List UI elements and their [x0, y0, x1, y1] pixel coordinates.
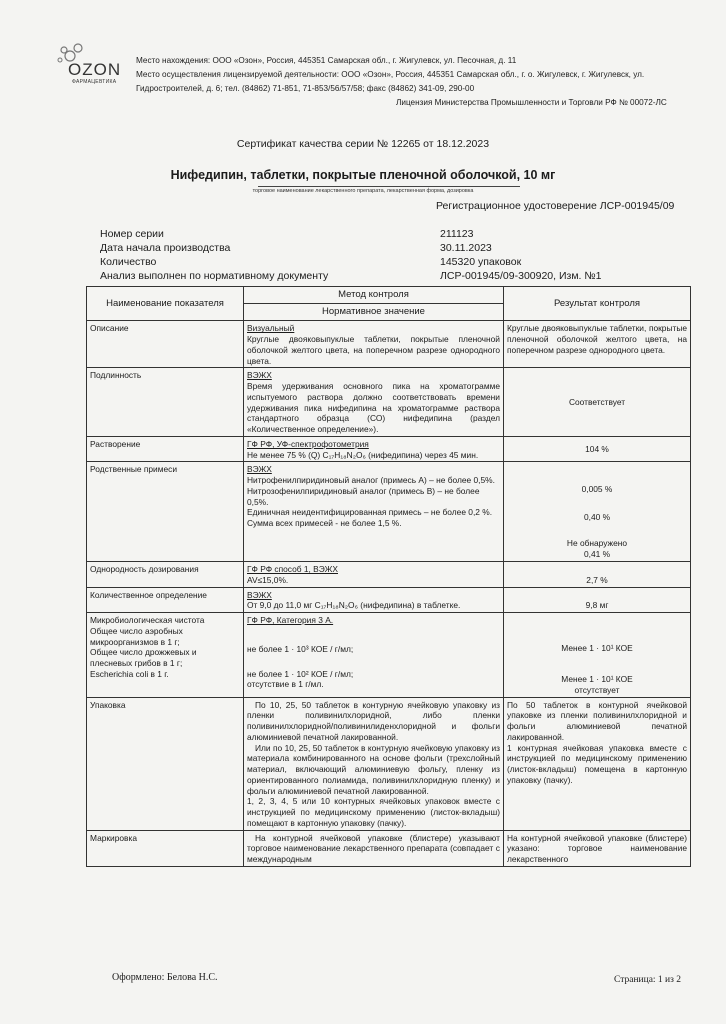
result-packaging-1: По 50 таблеток в контурной ячейковой упаковке из пленки поливинилхлоридной и фольги алюминиевой печатной лакированной. [507, 699, 687, 742]
result-impurity-single: Не обнаружено [566, 538, 628, 549]
norm-marking: На контурной ячейковой упаковке (блистере) указывают торговое наименование лекарственного препарата (совпадает с международным [244, 830, 504, 866]
row-norm-packaging [244, 697, 504, 830]
registration-number: Регистрационное удостоверение ЛСР-001945/09 [436, 200, 675, 212]
row-norm-micro [244, 613, 504, 698]
row-name-marking: Маркировка [87, 830, 244, 866]
method-assay: ВЭЖХ [247, 589, 272, 600]
norm-micro-aerobic: не более 1 · 10³ КОЕ / г/мл; [247, 643, 354, 654]
table-row [87, 697, 691, 830]
norm-impurity-b: Нитрозофенилпиридиновый аналог (примесь В) – не более 0,5%. [247, 485, 480, 507]
method-identity: ВЭЖХ [247, 370, 272, 381]
norm-packaging-2: Или по 10, 25, 50 таблеток в контурную ячейковую упаковку из материала комбинированного на основе фольги (трехслойный материал, включающий алюминиевую фольгу, пленку из ориентированного полиамида, поливинилхлоридную пленку) и фольги алюминиевой печатной лакированной. [247, 742, 500, 796]
method-uniformity: ГФ РФ способ 1, ВЭЖХ [247, 564, 338, 575]
product-name: Нифедипин, таблетки, покрытые пленочной оболочкой, 10 мг [170, 168, 556, 182]
method-dissolution: ГФ РФ, УФ-спектрофотометрия [247, 438, 369, 449]
meta-label-production-date: Дата начала производства [100, 242, 231, 254]
meta-value-normative-doc: ЛСР-001945/09-300920, Изм. №1 [440, 270, 602, 282]
table-row [87, 321, 691, 368]
result-assay: 9,8 мг [504, 587, 691, 613]
quality-table [86, 286, 691, 867]
norm-micro-yeast: не более 1 · 10² КОЕ / г/мл; [247, 668, 354, 679]
norm-uniformity: AV≤15,0%. [247, 574, 289, 585]
result-micro-yeast: Менее 1 · 10¹ КОЕ [561, 674, 633, 685]
header-address-line-2: Место осуществления лицензируемой деятельности: ООО «Озон», Россия, 445351 Самарская обл., г. о. Жигулевск, г. Жигулевск, ул. [136, 70, 645, 79]
norm-packaging-3: 1, 2, 3, 4, 5 или 10 контурных ячейковых упаковок вместе с инструкцией по медицинскому применению (листок-вкладыш) помещают в картонную упаковку (пачку). [247, 796, 500, 828]
result-micro [504, 613, 691, 698]
header-method [244, 287, 504, 321]
method-micro: ГФ РФ, Категория 3 А. [247, 615, 334, 626]
result-impurity-a: 0,005 % [581, 484, 613, 495]
header-indicator: Наименование показателя [87, 287, 244, 321]
header-address-line-3: Гидростроителей, д. 6; тел. (84862) 71-851, 71-853/56/57/58; факс (84862) 341-09, 290-00 [136, 84, 475, 93]
table-row [87, 830, 691, 866]
result-impurities [504, 462, 691, 562]
row-name-impurities: Родственные примеси [87, 462, 244, 562]
norm-assay: От 9,0 до 11,0 мг C₁₇H₁₈N₂O₆ (нифедипина) в таблетке. [247, 600, 461, 611]
micro-sub-aerobic: Общее число аэробных микроорганизмов в 1 г; [90, 625, 183, 647]
header-result: Результат контроля [504, 287, 691, 321]
result-micro-aerobic: Менее 1 · 10¹ КОЕ [561, 643, 633, 654]
row-norm-uniformity [244, 562, 504, 588]
license-line: Лицензия Министерства Промышленности и Торговли РФ № 00072-ЛС [396, 98, 667, 107]
row-norm-identity [244, 368, 504, 437]
product-caption: торговое наименование лекарственного препарата, лекарственная форма, дозировка [252, 188, 474, 194]
norm-impurity-total: Сумма всех примесей - не более 1,5 %. [247, 518, 402, 529]
row-name-packaging: Упаковка [87, 697, 244, 830]
row-name-assay: Количественное определение [87, 587, 244, 613]
table-row [87, 562, 691, 588]
result-identity: Соответствует [504, 368, 691, 437]
result-impurity-total: 0,41 % [583, 549, 611, 560]
meta-label-batch: Номер серии [100, 228, 164, 240]
row-name-description: Описание [87, 321, 244, 368]
micro-sub-yeast: Общее число дрожжевых и плесневых грибов в 1 г; [90, 647, 197, 669]
header-address-line-1: Место нахождения: ООО «Озон», Россия, 445351 Самарская обл., г. Жигулевск, ул. Песочная, д. 11 [136, 56, 517, 65]
result-impurity-b: 0,40 % [583, 512, 611, 523]
meta-value-batch: 211123 [440, 228, 474, 240]
row-result-packaging [504, 697, 691, 830]
table-row [87, 462, 691, 562]
row-name-micro [87, 613, 244, 698]
method-impurities: ВЭЖХ [247, 464, 272, 475]
norm-packaging-1: По 10, 25, 50 таблеток в контурную ячейковую упаковку из пленки поливинилхлоридной, либо пленки поливинилхлоридной/поливинилиденхлоридной и фольги алюминиевой печатной лакированной. [247, 699, 500, 742]
row-name-uniformity: Однородность дозирования [87, 562, 244, 588]
meta-value-production-date: 30.11.2023 [440, 242, 492, 254]
table-row [87, 613, 691, 698]
table-row [87, 368, 691, 437]
certificate-title: Сертификат качества серии № 12265 от 18.12.2023 [236, 138, 490, 150]
prepared-by: Оформлено: Белова Н.С. [112, 972, 218, 983]
result-uniformity: 2,7 % [504, 562, 691, 588]
result-dissolution: 104 % [504, 436, 691, 462]
row-norm-dissolution [244, 436, 504, 462]
norm-impurity-a: Нитрофенилпиридиновый аналог (примесь А) – не более 0,5%. [247, 475, 495, 486]
norm-dissolution: Не менее 75 % (Q) C₁₇H₁₈N₂O₆ (нифедипина) через 45 мин. [247, 449, 479, 460]
micro-name: Микробиологическая чистота [90, 615, 205, 626]
row-norm-impurities [244, 462, 504, 562]
table-row [87, 436, 691, 462]
meta-value-quantity: 145320 упаковок [440, 256, 522, 268]
meta-label-normative-doc: Анализ выполнен по нормативному документу [100, 270, 329, 282]
table-row [87, 587, 691, 613]
result-packaging-2: 1 контурная ячейковая упаковка вместе с инструкцией по медицинскому применению (листок-вкладыш) помещена в картонную упаковку (пачку). [507, 742, 687, 785]
row-name-identity: Подлинность [87, 368, 244, 437]
norm-micro-ecoli: отсутствие в 1 г/мл. [247, 679, 324, 690]
meta-label-quantity: Количество [100, 256, 157, 268]
method-description: Визуальный [247, 323, 295, 334]
row-norm-assay [244, 587, 504, 613]
row-norm-description [244, 321, 504, 368]
logo-brand: OZON [68, 60, 122, 79]
table-header-row [87, 287, 691, 321]
header-norm-title: Нормативное значение [322, 306, 425, 318]
row-name-dissolution: Растворение [87, 436, 244, 462]
company-logo [56, 42, 126, 94]
logo-subtitle: ФАРМАЦЕВТИКА [72, 79, 117, 85]
page-number: Страница: 1 из 2 [614, 975, 682, 985]
product-underline [258, 186, 520, 187]
norm-impurity-single: Единичная неидентифицированная примесь – не более 0,2 %. [247, 507, 493, 518]
micro-sub-ecoli: Escherichia coli в 1 г. [90, 668, 169, 679]
result-description: Круглые двояковыпуклые таблетки, покрытые пленочной оболочкой желтого цвета, на поперечном разрезе однородного цвета. [504, 321, 691, 368]
header-method-title: Метод контроля [244, 287, 503, 304]
norm-description: Круглые двояковыпуклые таблетки, покрытые пленочной оболочкой желтого цвета, на поперечном разрезе однородного цвета. [247, 334, 500, 366]
norm-identity: Время удерживания основного пика на хроматограмме испытуемого раствора должно соответствовать времени удерживания пика нифедипина на хроматограмме раствора стандартного образца (СО) нифедипина (раздел «Количественное определение»). [247, 381, 500, 435]
result-micro-ecoli: отсутствует [574, 684, 620, 695]
result-marking: На контурной ячейковой упаковке (блистере) указано: торговое наименование лекарственного [504, 830, 691, 866]
